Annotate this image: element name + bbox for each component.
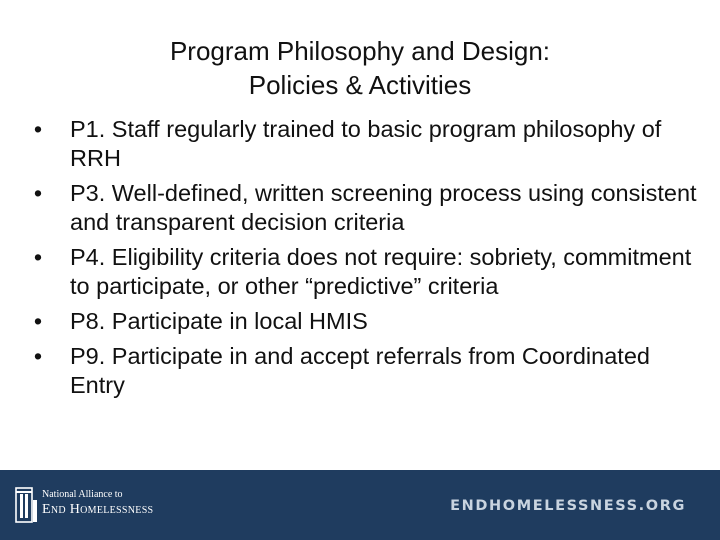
bullet-list <box>28 115 700 406</box>
bullet-dot-icon: • <box>33 180 43 206</box>
slide-title-line-1: Program Philosophy and Design: <box>169 36 551 66</box>
bullet-item-p3 <box>28 179 700 237</box>
bullet-item-p1 <box>28 115 700 173</box>
bullet-text: P8. Participate in local HMIS <box>70 308 368 334</box>
footer-bar <box>0 470 720 540</box>
website-link[interactable]: ENDHOMELESSNESS.ORG <box>450 498 686 514</box>
bullet-dot-icon: • <box>33 244 43 270</box>
slide-title-line-2: Policies & Activities <box>248 70 472 100</box>
bullet-dot-icon: • <box>33 308 43 334</box>
slide-title <box>0 34 720 102</box>
logo-line-1: National Alliance to <box>42 489 123 500</box>
bullet-dot-icon: • <box>33 116 43 142</box>
bullet-text: P3. Well-defined, written screening process using consistent and transparent decision criteria <box>70 180 697 235</box>
bullet-item-p9 <box>28 342 700 400</box>
organization-logo[interactable] <box>14 486 174 526</box>
logo-line-2: End Homelessness <box>42 502 154 517</box>
logo-wordmark <box>42 488 153 519</box>
bullet-dot-icon: • <box>33 343 43 369</box>
bullet-text: P4. Eligibility criteria does not require: sobriety, commitment to participate, or other “predictive” criteria <box>70 244 692 299</box>
bullet-item-p4 <box>28 243 700 301</box>
bullet-text: P1. Staff regularly trained to basic program philosophy of RRH <box>70 116 662 171</box>
bullet-item-p8 <box>28 307 700 336</box>
bullet-text: P9. Participate in and accept referrals from Coordinated Entry <box>70 343 650 398</box>
capitol-building-icon <box>14 486 38 524</box>
